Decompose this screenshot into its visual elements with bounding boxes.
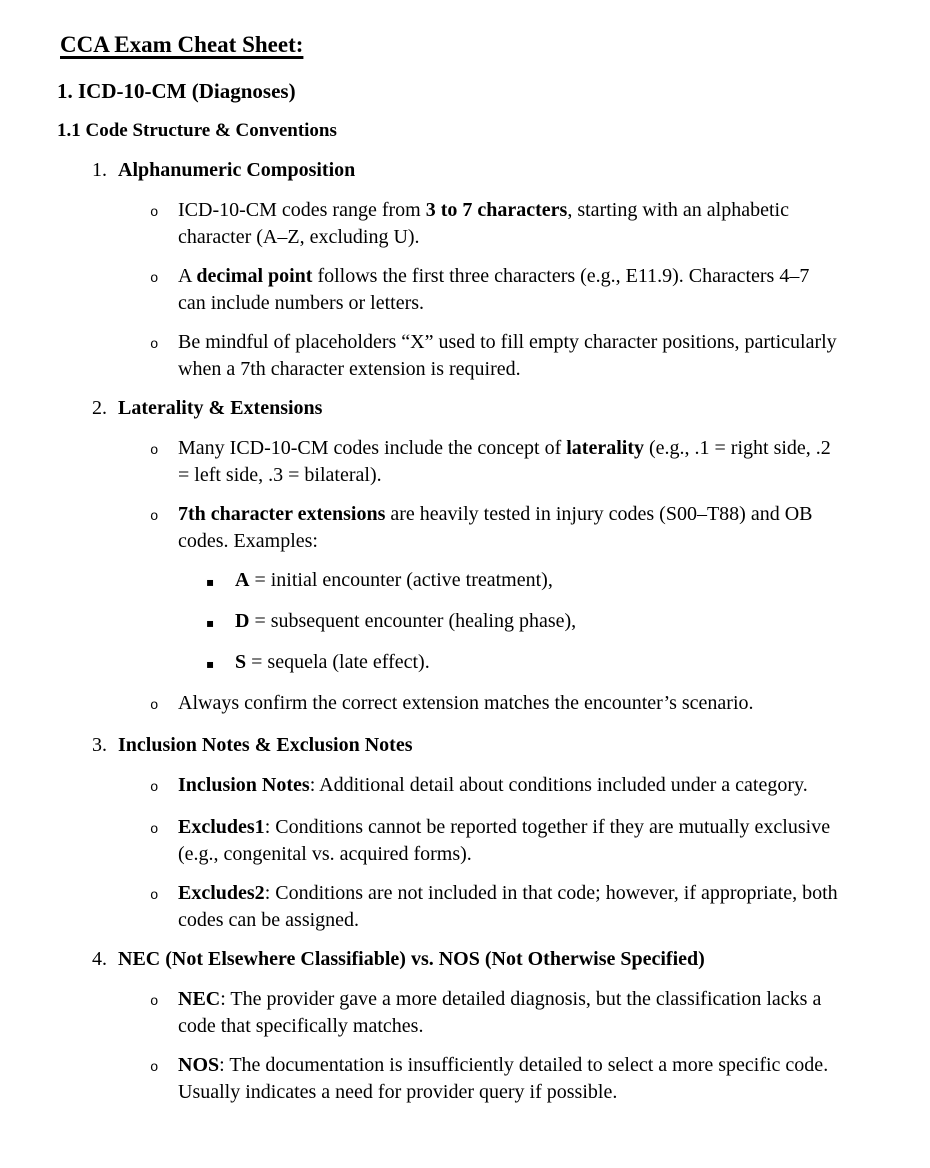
bullet-text-run: (e.g., .1 = right side, .2 = left side, .3 = bilateral). xyxy=(178,437,831,486)
item-number: 4. xyxy=(92,948,107,970)
bullet-text-run: Many ICD-10-CM codes include the concept of xyxy=(178,437,567,459)
document-title: CCA Exam Cheat Sheet: xyxy=(60,32,304,57)
numbered-heading-row xyxy=(0,157,930,184)
bullet-text-run: follows the first three characters (e.g., E11.9). Characters 4–7 can include numbers or letters. xyxy=(178,265,810,314)
bullet-text xyxy=(235,608,576,635)
bullet-text-run-bold: laterality xyxy=(566,437,644,459)
square-bullet-icon: ▪ xyxy=(206,575,215,589)
bullet-item xyxy=(150,772,930,802)
square-bullet-icon: ▪ xyxy=(206,616,215,630)
bullet-item xyxy=(206,608,930,637)
bullet-text-run: Always confirm the correct extension matches the encounter’s scenario. xyxy=(178,692,754,714)
bullet-text-run: = sequela (late effect). xyxy=(246,651,430,673)
bullet-text-run-bold: 7th character extensions xyxy=(178,503,386,525)
bullet-text-run-bold: D xyxy=(235,610,250,632)
bullet-text-run: : Conditions are not included in that code; however, if appropriate, both codes can be assigned. xyxy=(178,882,838,931)
bullet-text-run-bold: Inclusion Notes xyxy=(178,774,310,796)
bullet-item xyxy=(206,567,930,596)
bullet-text-run: are heavily tested in injury codes (S00–T88) and OB codes. Examples: xyxy=(178,503,813,552)
bullet-item xyxy=(150,263,930,317)
bullet-item xyxy=(150,197,930,251)
circle-bullet-icon: o xyxy=(150,443,159,459)
bullet-text xyxy=(178,435,840,489)
circle-bullet-icon: o xyxy=(150,271,159,287)
bullet-text-run: = initial encounter (active treatment), xyxy=(249,569,553,591)
bullet-item xyxy=(206,649,930,678)
bullet-text-run: A xyxy=(178,265,197,287)
item-heading: Inclusion Notes & Exclusion Notes xyxy=(118,734,413,756)
circle-bullet-icon: o xyxy=(150,698,159,714)
numbered-heading-row xyxy=(0,946,930,973)
bullet-item xyxy=(150,501,930,555)
numbered-heading-row xyxy=(0,395,930,422)
bullet-text-run-bold: Excludes1 xyxy=(178,816,265,838)
bullet-text-run-bold: A xyxy=(235,569,250,591)
bullet-text-run-bold: decimal point xyxy=(196,265,313,287)
bullet-item xyxy=(150,329,930,383)
bullet-item xyxy=(150,986,930,1040)
item-number: 2. xyxy=(92,397,107,419)
item-heading: Laterality & Extensions xyxy=(118,397,323,419)
circle-bullet-icon: o xyxy=(150,337,159,353)
circle-bullet-icon: o xyxy=(150,994,159,1010)
numbered-heading-row xyxy=(0,732,930,759)
circle-bullet-icon: o xyxy=(150,1060,159,1076)
bullet-text-run: : The provider gave a more detailed diagnosis, but the classification lacks a code that specifically matches. xyxy=(178,988,822,1037)
item-number: 1. xyxy=(92,159,107,181)
bullet-text-run: , starting with an alphabetic character (A–Z, excluding U). xyxy=(178,199,789,248)
bullet-text xyxy=(178,690,754,717)
bullet-text-run-bold: Excludes2 xyxy=(178,882,265,904)
bullet-text-run: : Conditions cannot be reported together if they are mutually exclusive (e.g., congenital vs. acquired forms). xyxy=(178,816,831,865)
numbered-item xyxy=(0,732,930,934)
bullet-text xyxy=(178,986,840,1040)
bullet-text xyxy=(178,880,840,934)
bullet-text-run: = subsequent encounter (healing phase), xyxy=(249,610,577,632)
bullet-text xyxy=(178,197,840,251)
bullet-item xyxy=(150,690,930,720)
numbered-item xyxy=(0,946,930,1106)
bullet-text xyxy=(235,567,553,594)
subsection-heading-code-structure: 1.1 Code Structure & Conventions xyxy=(57,120,337,141)
item-number: 3. xyxy=(92,734,107,756)
circle-bullet-icon: o xyxy=(150,509,159,525)
bullet-text xyxy=(178,263,840,317)
outline-list xyxy=(0,157,930,1106)
circle-bullet-icon: o xyxy=(150,888,159,904)
circle-bullet-icon: o xyxy=(150,780,159,796)
bullet-text xyxy=(178,814,840,868)
bullet-text xyxy=(178,501,840,555)
bullet-item xyxy=(150,1052,930,1106)
item-heading: Alphanumeric Composition xyxy=(118,159,356,181)
bullet-text-run: ICD-10-CM codes range from xyxy=(178,199,426,221)
bullet-text xyxy=(178,329,840,383)
bullet-item xyxy=(150,880,930,934)
bullet-text-run-bold: NOS xyxy=(178,1054,220,1076)
bullet-text-run: Be mindful of placeholders “X” used to fill empty character positions, particularly when a 7th character extension is required. xyxy=(178,331,837,380)
circle-bullet-icon: o xyxy=(150,205,159,221)
bullet-item xyxy=(150,435,930,489)
bullet-item xyxy=(150,814,930,868)
circle-bullet-icon: o xyxy=(150,822,159,838)
bullet-text-run-bold: 3 to 7 characters xyxy=(425,199,568,221)
numbered-item xyxy=(0,157,930,383)
section-heading-icd10cm: 1. ICD-10-CM (Diagnoses) xyxy=(57,79,296,103)
square-bullet-icon: ▪ xyxy=(206,657,215,671)
item-heading: NEC (Not Elsewhere Classifiable) vs. NOS (Not Otherwise Specified) xyxy=(118,948,705,970)
bullet-text-run: : Additional detail about conditions included under a category. xyxy=(309,774,808,796)
bullet-text-run-bold: S xyxy=(235,651,247,673)
bullet-text xyxy=(235,649,430,676)
bullet-text xyxy=(178,1052,840,1106)
bullet-text-run: : The documentation is insufficiently detailed to select a more specific code. Usually indicates a need for provider query if possible. xyxy=(178,1054,829,1103)
numbered-item xyxy=(0,395,930,720)
bullet-text xyxy=(178,772,808,799)
bullet-text-run-bold: NEC xyxy=(178,988,221,1010)
